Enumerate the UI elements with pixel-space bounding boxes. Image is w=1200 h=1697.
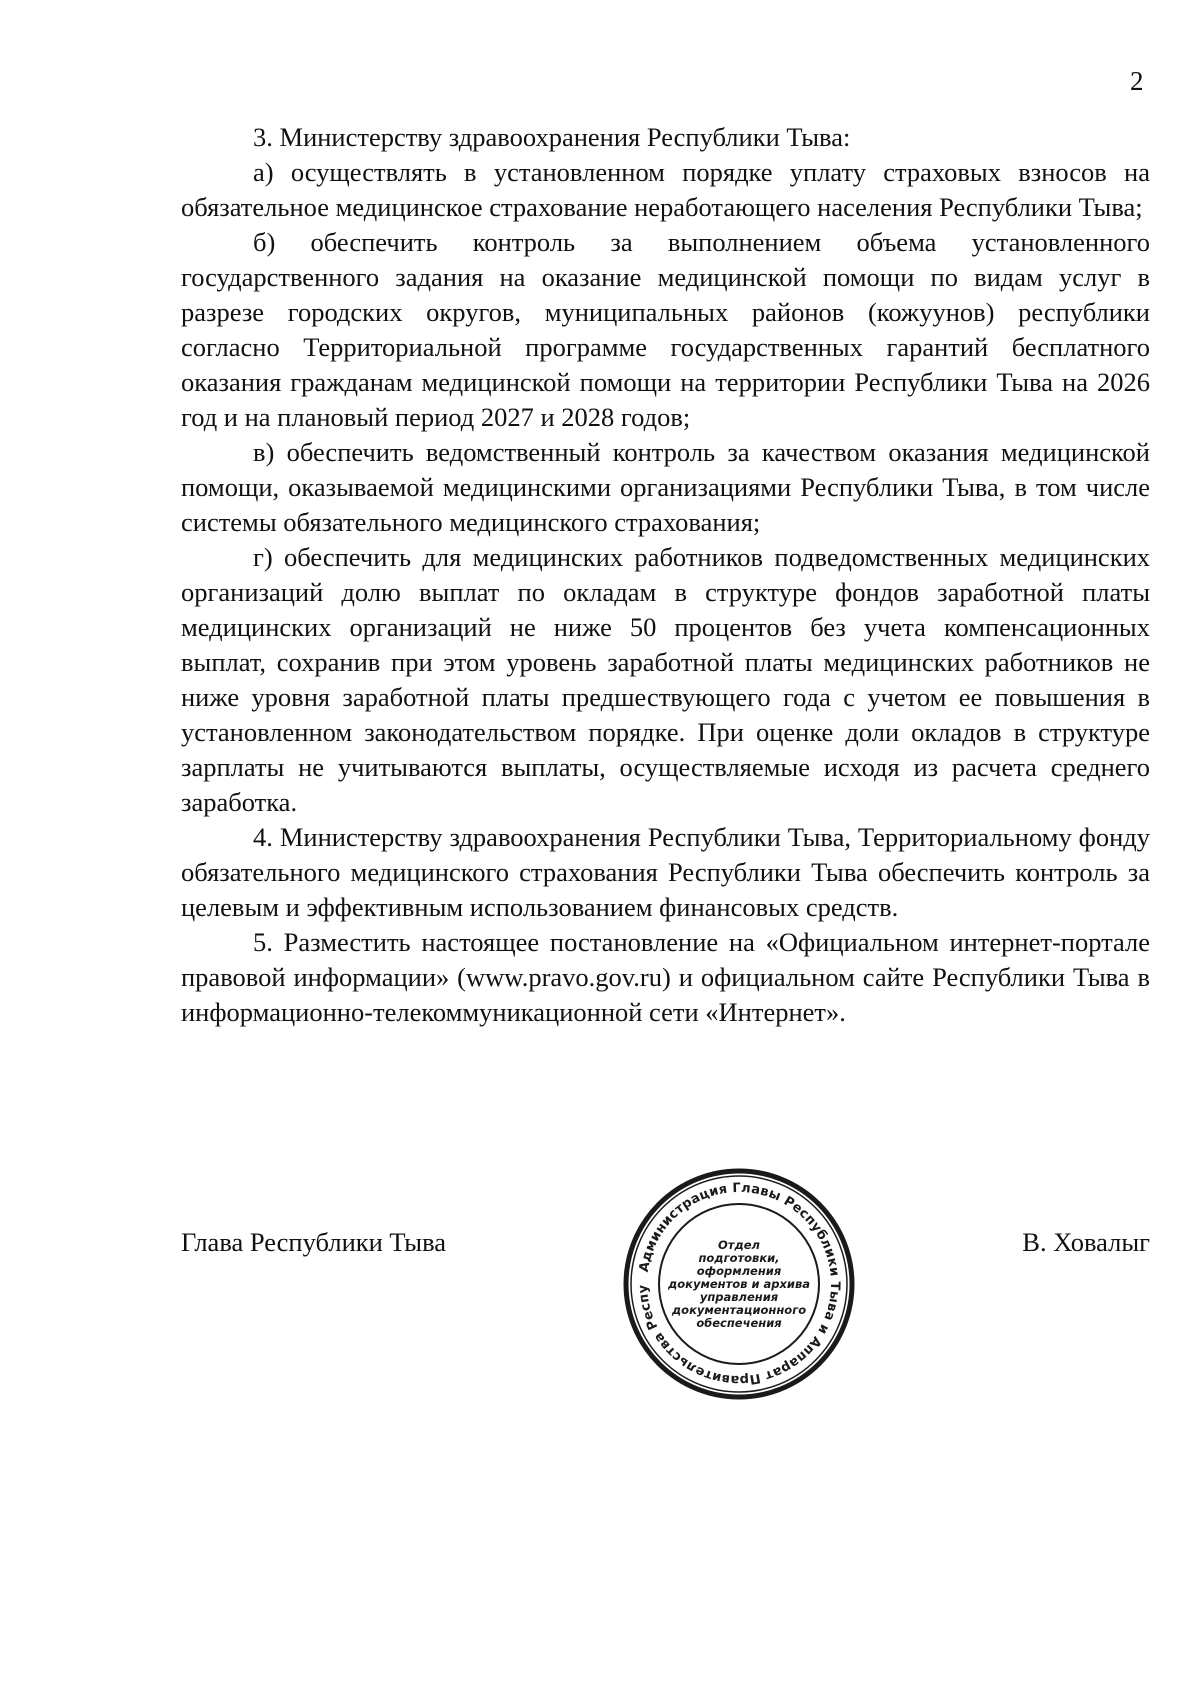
svg-text:Администрация Главы Республики: Администрация Главы Республики Тыва и Аппарат Правительства Респу: [635, 1180, 843, 1388]
page-number: 2: [1130, 66, 1144, 96]
paragraph-3g: г) обеспечить для медицинских работников подведомственных медицинских организаций долю выплат по окладам в структуре фондов заработной платы медицинских организаций не ниже 50 процентов без учета компенсационных выплат, сохранив при этом уровень заработной платы медицинских работников не ниже уровня заработной платы предшествующего года с учетом ее повышения в установленном законодательством порядке. При оценке доли окладов в структуре зарплаты не учитываются выплаты, осуществляемые исходя из расчета среднего заработка.: [181, 542, 1150, 817]
paragraph-3a: а) осуществлять в установленном порядке уплату страховых взносов на обязательное медицинское страхование неработающего населения Республики Тыва;: [181, 157, 1150, 222]
stamp-center-line: оформления: [696, 1264, 782, 1278]
stamp-center-line: подготовки,: [698, 1251, 780, 1265]
paragraph-3v: в) обеспечить ведомственный контроль за качеством оказания медицинской помощи, оказываемой медицинскими организациями Республики Тыва, в том числе системы обязательного медицинского страхования;: [181, 437, 1150, 537]
stamp-center-line: обеспечения: [696, 1316, 782, 1330]
stamp-seal-icon: [620, 1168, 858, 1400]
paragraph-5: 5. Разместить настоящее постановление на «Официальном интернет-портале правовой информации» (www.pravo.gov.ru) и официальном сайте Республики Тыва в информационно-телекоммуникационной сети «Интернет».: [181, 927, 1150, 1027]
signatory-position: Глава Республики Тыва: [181, 1227, 447, 1257]
paragraph-4: 4. Министерству здравоохранения Республики Тыва, Территориальному фонду обязательного медицинского страхования Республики Тыва обеспечить контроль за целевым и эффективным использованием финансовых средств.: [181, 822, 1150, 922]
signatory-name: В. Ховалыг: [1022, 1227, 1150, 1257]
stamp-center-line: Отдел: [718, 1238, 760, 1252]
stamp-center-line: управления: [699, 1290, 779, 1304]
paragraph-3: 3. Министерству здравоохранения Республики Тыва:: [253, 122, 851, 152]
stamp-center-line: документационного: [671, 1303, 807, 1317]
stamp-center-line: документов и архива: [667, 1277, 811, 1291]
paragraph-3b: б) обеспечить контроль за выполнением объема установленного государственного задания на оказание медицинской помощи по видам услуг в разрезе городских округов, муниципальных районов (кожуунов) республики согласно Территориальной программе государственных гарантий бесплатного оказания гражданам медицинской помощи на территории Республики Тыва на 2026 год и на плановый период 2027 и 2028 годов;: [181, 227, 1150, 432]
official-stamp: [620, 1168, 858, 1400]
document-body: [181, 120, 1150, 1030]
